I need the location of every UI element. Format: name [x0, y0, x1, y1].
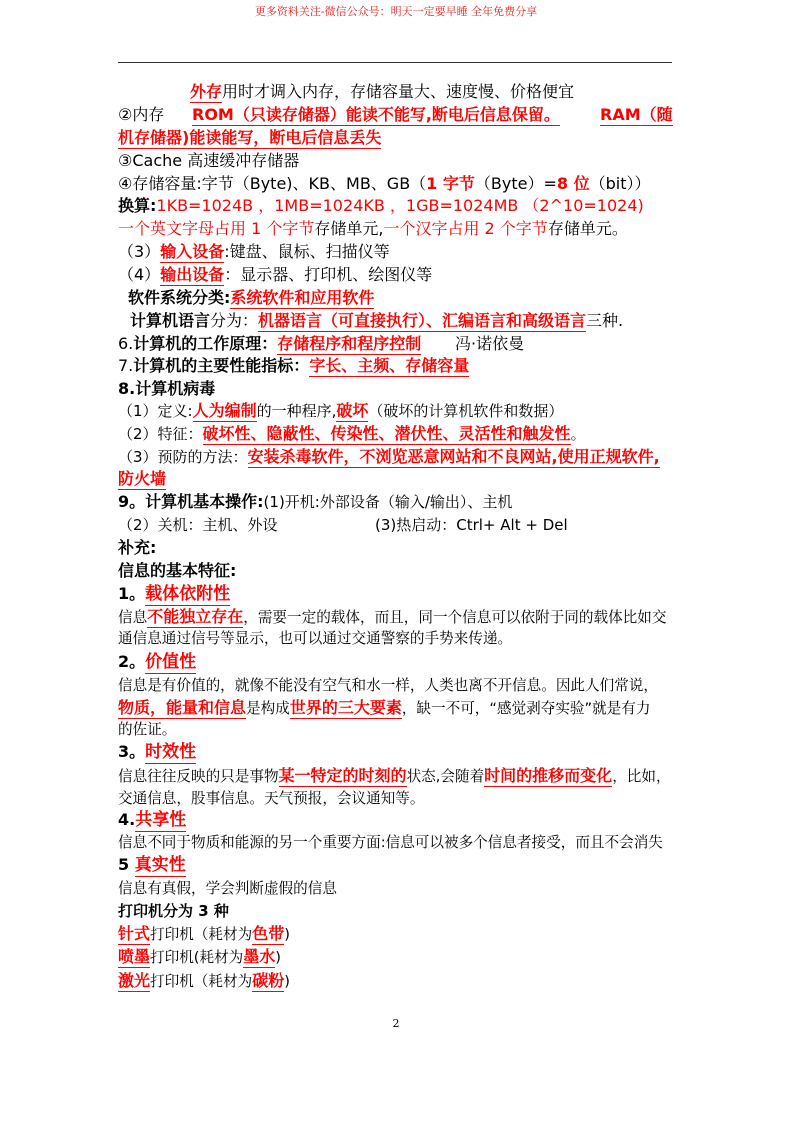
plain-text: （3）	[118, 242, 161, 261]
plain-text: )	[284, 926, 290, 943]
label-text: 1。	[118, 584, 146, 603]
line-internal-memory-label	[118, 104, 164, 126]
line-cache	[118, 150, 299, 172]
highlight-text: 输入设备	[160, 242, 225, 261]
plain-text: 状态,会随着	[406, 768, 485, 785]
highlight-text: 物质，能量和信息	[118, 698, 247, 717]
highlight-text: 真实性	[134, 855, 186, 875]
plain-text: 打印机（耗材为	[150, 926, 253, 943]
line-sharing	[118, 832, 663, 854]
line-external-storage	[190, 81, 574, 103]
plain-text: 分为：	[210, 311, 259, 330]
label-text: 3。	[118, 742, 146, 761]
heading-text: 补充:	[118, 538, 157, 557]
plain-text: ②内存	[118, 105, 165, 124]
highlight-text: 一个英文字母占用 1 个字节	[118, 219, 315, 238]
plain-text: ，比如，	[612, 768, 671, 785]
line-virus-definition	[118, 400, 563, 422]
plain-text: 打印机(耗材为	[150, 949, 244, 966]
plain-text: 是构成	[246, 700, 290, 717]
highlight-text: 不能独立存在	[147, 607, 244, 626]
highlight-text: 针式	[118, 924, 151, 943]
line-von-neumann	[455, 333, 524, 355]
line-virus-prevention	[118, 446, 660, 468]
line-ram-cont	[118, 127, 381, 149]
highlight-text: 1 字节	[426, 174, 475, 193]
line-printer-inkjet	[118, 946, 281, 968]
highlight-text: 存储程序和程序控制	[277, 334, 422, 353]
highlight-text: 价值性	[145, 652, 197, 672]
highlight-text: 载体依附性	[145, 584, 231, 604]
line-timeliness-cont	[118, 788, 424, 810]
label-text: 4.	[118, 810, 136, 829]
line-software-classification	[128, 287, 374, 309]
plain-text: 用时才调入内存，存储容量大、速度慢、价格便宜	[222, 82, 575, 101]
plain-text: 信息有真假，学会判断虚假的信息	[118, 880, 337, 897]
highlight-text: 时效性	[145, 742, 197, 762]
feature-heading-4	[118, 809, 186, 831]
plain-text: :键盘、鼠标、扫描仪等	[224, 242, 390, 261]
plain-text: ，缺一不可，“感觉剥夺实验”就是有力	[401, 700, 651, 717]
plain-text: 信息不同于物质和能源的另一个重要方面:信息可以被多个信息者接受，而且不会消失	[118, 834, 663, 851]
line-value-end	[118, 719, 176, 741]
highlight-text: 系统软件和应用软件	[230, 288, 375, 307]
feature-heading-2	[118, 651, 196, 673]
plain-text: ：显示器、打印机、绘图仪等	[224, 265, 433, 284]
line-performance-indicators	[118, 355, 469, 377]
line-printer-laser	[118, 970, 290, 992]
plain-text: 存储单元。	[547, 219, 628, 238]
highlight-text: 喷墨	[118, 947, 151, 966]
line-output-devices	[118, 264, 432, 286]
plain-text: 6.	[118, 334, 134, 353]
plain-text: 7.	[118, 356, 134, 375]
highlight-text: 防火墙	[118, 469, 167, 488]
plain-text: （破坏的计算机软件和数据）	[368, 402, 564, 420]
plain-text: 信息是有价值的，就像不能没有空气和水一样，人类也离不开信息。因此人们常说，	[118, 677, 658, 694]
highlight-text: 机器语言（可直接执行）、汇编语言和高级语言	[258, 311, 587, 330]
header-rule	[118, 62, 672, 63]
heading-text: 信息的基本特征:	[118, 561, 237, 580]
label-text: 计算机的工作原理：	[133, 334, 278, 353]
highlight-text: 墨水	[243, 947, 276, 966]
feature-heading-5	[118, 854, 186, 876]
label-text: 2。	[118, 652, 146, 671]
plain-text: )	[275, 949, 281, 966]
highlight-text: 机存储器)能读能写，断电后信息丢失	[118, 128, 382, 147]
highlight-text: 一个汉字占用 2 个字节	[383, 219, 548, 238]
header-notice: 更多资料关注-微信公众号：明天一定要早睡 全年免费分享	[254, 5, 538, 18]
plain-text: （3）预防的方法：	[118, 448, 248, 466]
highlight-text: 色带	[252, 924, 285, 943]
plain-text: （2）关机：主机、外设	[118, 516, 278, 534]
line-input-devices	[118, 241, 390, 263]
highlight-text: 人为编制	[192, 401, 257, 420]
line-value-cont	[118, 697, 650, 719]
plain-text: ，需要一定的载体，而且，同一个信息可以依附于同的载体比如交	[243, 609, 667, 626]
plain-text: 信息	[118, 609, 148, 626]
line-carrier-dependency	[118, 606, 666, 628]
highlight-text: 世界的三大要素	[289, 698, 402, 717]
label-text: 换算:	[118, 196, 157, 215]
highlight-text: 1KB=1024B ，1MB=1024KB ，1GB=1024MB （2^10=1024)	[156, 196, 644, 215]
label-text: 9。计算机基本操作:	[118, 492, 264, 511]
label-text: 5	[118, 855, 135, 874]
line-hot-restart	[375, 514, 568, 536]
plain-text: (3)热启动：Ctrl+ Alt + Del	[375, 516, 568, 534]
line-rom	[192, 104, 560, 126]
line-authenticity	[118, 878, 337, 900]
highlight-text: 破坏性、隐蔽性、传染性、潜伏性、灵活性和触发性	[202, 424, 571, 443]
heading-text: 打印机分为 3 种	[118, 902, 229, 920]
line-working-principle	[118, 333, 421, 355]
highlight-text: ROM（只读存储器）能读不能写,断电后信息保留。	[192, 105, 560, 124]
plain-text: 冯·诺依曼	[455, 334, 525, 353]
highlight-text: 破坏	[336, 401, 369, 420]
line-carrier-dependency-cont	[118, 628, 512, 650]
line-basic-operations	[118, 491, 512, 513]
highlight-text: RAM（随	[600, 105, 673, 124]
plain-text: 交通信息，股事信息。天气预报，会议通知等。	[118, 790, 425, 807]
line-computer-languages	[130, 310, 623, 332]
highlight-text: 共享性	[135, 810, 187, 830]
heading-printers	[118, 900, 229, 922]
highlight-text: 某一特定的时刻的	[278, 766, 407, 785]
plain-text: ③Cache 高速缓冲存储器	[118, 151, 300, 170]
plain-text: （1）定义:	[118, 402, 193, 420]
label-text: 计算机语言	[130, 311, 211, 330]
highlight-text: 8 位	[556, 174, 590, 193]
highlight-text: 安装杀毒软件，不浏览恶意网站和不良网站,使用正规软件,	[247, 447, 660, 466]
feature-heading-1	[118, 583, 230, 605]
label-text: 软件系统分类:	[128, 288, 231, 307]
plain-text: （4）	[118, 265, 161, 284]
plain-text: ④存储容量:字节（Byte)、KB、MB、GB（	[118, 174, 427, 193]
highlight-text: 输出设备	[160, 265, 225, 284]
plain-text: 存储单元,	[314, 219, 384, 238]
highlight-text: 激光	[118, 971, 151, 990]
heading-supplement	[118, 537, 156, 559]
label-text: 计算机的主要性能指标：	[133, 356, 310, 375]
highlight-text: 碳粉	[252, 971, 285, 990]
section-heading-virus	[118, 378, 215, 400]
line-value	[118, 675, 658, 697]
line-shutdown	[118, 514, 278, 536]
plain-text: 打印机（耗材为	[150, 973, 253, 990]
plain-text: （2）特征：	[118, 425, 203, 443]
plain-text: (1)开机:外部设备（输入/输出）、主机	[263, 493, 513, 511]
heading-text: 8.计算机病毒	[118, 379, 216, 398]
plain-text: 的一种程序,	[256, 402, 337, 420]
plain-text: 。	[570, 425, 586, 443]
plain-text: 的佐证。	[118, 721, 177, 738]
plain-text: 三种.	[586, 311, 624, 330]
highlight-text: 外存	[190, 82, 223, 101]
highlight-text: 时间的推移而变化	[484, 766, 613, 785]
plain-text: 信息往往反映的只是事物	[118, 768, 279, 785]
line-storage-capacity	[118, 173, 650, 195]
line-virus-prevention-cont	[118, 468, 166, 490]
line-printer-dot-matrix	[118, 923, 290, 945]
highlight-text: 字长、主频、存储容量	[309, 356, 470, 375]
plain-text: （bit））	[589, 174, 651, 193]
line-virus-features	[118, 423, 586, 445]
line-ram	[600, 104, 673, 126]
line-timeliness	[118, 765, 671, 787]
feature-heading-3	[118, 741, 196, 763]
plain-text: )	[284, 973, 290, 990]
page-number: 2	[392, 1017, 400, 1030]
line-conversion	[118, 195, 644, 217]
plain-text: 通信息通过信号等显示，也可以通过交通警察的手势来传递。	[118, 630, 513, 647]
heading-info-features	[118, 560, 236, 582]
line-char-bytes	[118, 218, 628, 240]
plain-text: （Byte）=	[474, 174, 557, 193]
